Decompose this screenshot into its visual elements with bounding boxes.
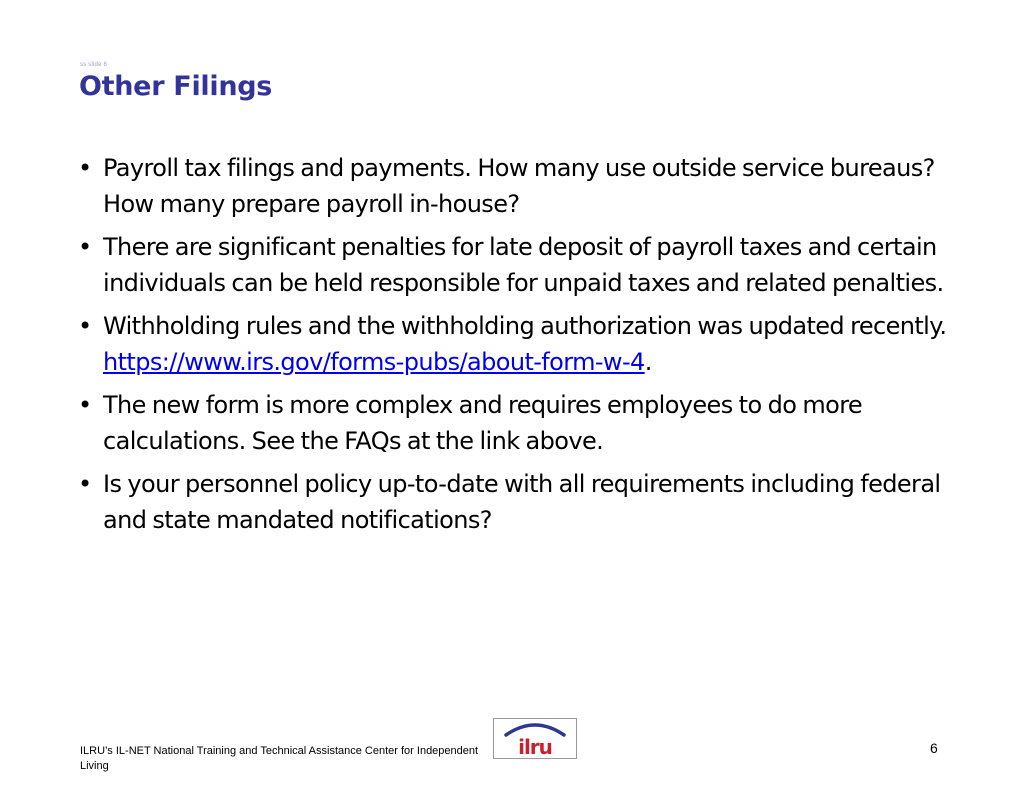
bullet-item: [78, 229, 953, 301]
bullet-item: [78, 466, 953, 538]
bullet-text: Is your personnel policy up-to-date with all requirements including federal and state mandated notifications?: [103, 470, 941, 534]
bullet-item: [78, 308, 953, 380]
ilru-logo-icon: [493, 718, 577, 759]
slide-label: ss slide 6: [80, 62, 108, 68]
bullet-symbol: •: [78, 391, 92, 419]
bullet-text: There are significant penalties for late deposit of payroll taxes and certain individuals can be held responsible for unpaid taxes and related penalties.: [103, 233, 944, 297]
bullet-text: Withholding rules and the withholding authorization was updated recently.: [103, 312, 947, 340]
bullet-item: [78, 150, 953, 222]
irs-form-w4-link[interactable]: https://www.irs.gov/forms-pubs/about-form-w-4: [103, 348, 645, 376]
bullet-text: The new form is more complex and requires employees to do more calculations. See the FAQs at the link above.: [103, 391, 863, 455]
ilru-logo-graphic: [494, 719, 576, 758]
bullet-symbol: •: [78, 470, 92, 498]
bullet-symbol: •: [78, 312, 92, 340]
bullet-text: Payroll tax filings and payments. How many use outside service bureaus? How many prepare payroll in-house?: [103, 154, 935, 218]
bullet-symbol: •: [78, 233, 92, 261]
logo-arc: [506, 725, 564, 735]
slide-title: Other Filings: [79, 71, 273, 102]
page-number: 6: [930, 740, 938, 756]
logo-text: ilru: [518, 735, 552, 758]
bullet-symbol: •: [78, 154, 92, 182]
footer-organization: ILRU’s IL-NET National Training and Technical Assistance Center for Independent Living: [80, 745, 479, 772]
bullet-list: [78, 150, 953, 545]
bullet-text-suffix: .: [644, 348, 652, 376]
bullet-item: [78, 387, 953, 459]
